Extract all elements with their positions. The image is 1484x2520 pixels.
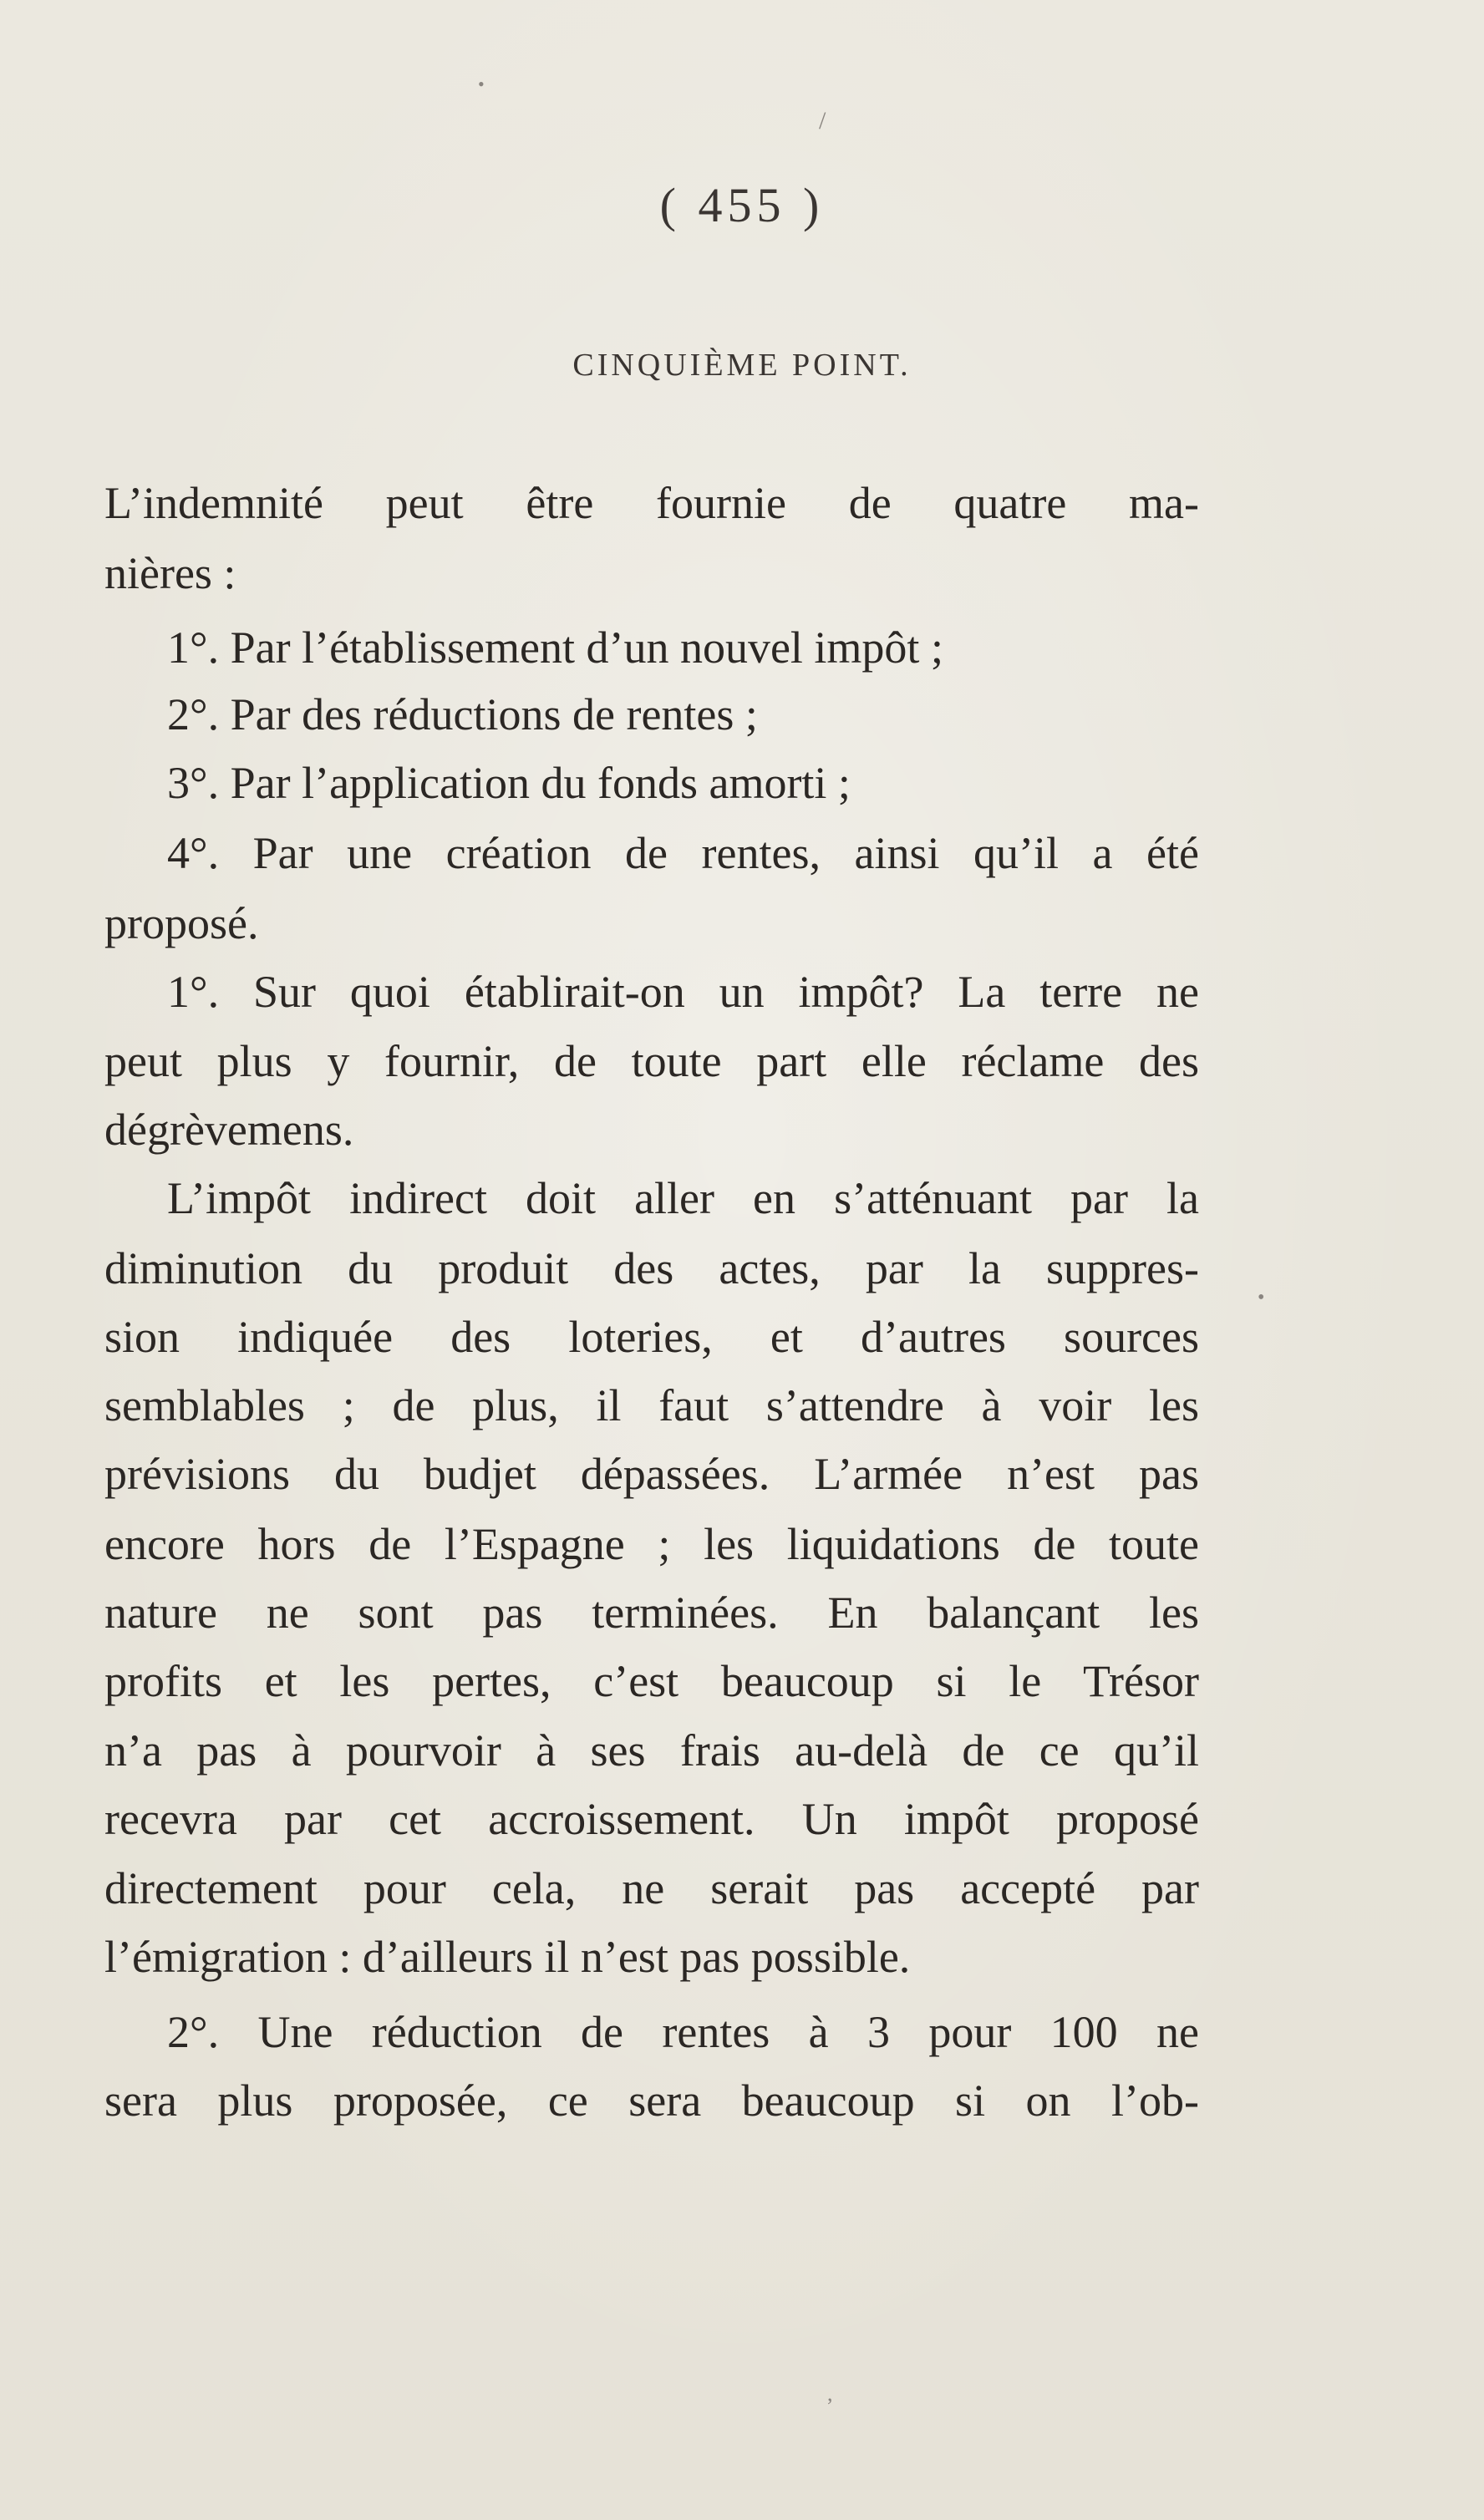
paper-speck: /	[819, 107, 826, 135]
paper-speck: •	[1258, 1287, 1265, 1308]
text-line: l’émigration : d’ailleurs il n’est pas possible.	[104, 1932, 911, 1982]
text-line: sera plus proposée, ce sera beaucoup si on l’ob-	[104, 2075, 1199, 2126]
text-line: semblables ; de plus, il faut s’attendre à voir les	[104, 1380, 1199, 1430]
text-line: n’a pas à pourvoir à ses frais au-delà de ce qu’il	[104, 1725, 1199, 1776]
text-line: peut plus y fournir, de toute part elle réclame des	[104, 1036, 1199, 1086]
text-line: prévisions du budjet dépassées. L’armée n’est pas	[104, 1449, 1199, 1499]
page-number: ( 455 )	[659, 178, 825, 232]
text-line: dégrèvemens.	[104, 1105, 354, 1155]
text-line: L’impôt indirect doit aller en s’atténuant par la	[167, 1173, 1199, 1223]
text-line: recevra par cet accroissement. Un impôt proposé	[104, 1794, 1199, 1844]
text-line: proposé.	[104, 898, 259, 948]
list-item: 1°. Par l’établissement d’un nouvel impôt ;	[167, 622, 943, 673]
list-item: 4°. Par une création de rentes, ainsi qu’il a été	[167, 828, 1199, 878]
text-line: directement pour cela, ne serait pas accepté par	[104, 1863, 1199, 1913]
text-line: 1°. Sur quoi établirait-on un impôt? La terre ne	[167, 967, 1199, 1017]
list-item: 3°. Par l’application du fonds amorti ;	[167, 758, 851, 808]
list-item: 2°. Par des réductions de rentes ;	[167, 689, 758, 739]
text-line: 2°. Une réduction de rentes à 3 pour 100 ne	[167, 2007, 1199, 2057]
section-title: CINQUIÈME POINT.	[572, 348, 912, 383]
paper-speck: ,	[827, 2381, 833, 2406]
text-line: encore hors de l’Espagne ; les liquidations de toute	[104, 1519, 1199, 1569]
text-line: sion indiquée des loteries, et d’autres sources	[104, 1312, 1199, 1362]
text-line: profits et les pertes, c’est beaucoup si le Trésor	[104, 1656, 1199, 1706]
text-line: diminution du produit des actes, par la suppres-	[104, 1243, 1199, 1293]
text-line: L’indemnité peut être fournie de quatre ma-	[104, 478, 1199, 528]
text-line: nières :	[104, 548, 236, 598]
text-line: nature ne sont pas terminées. En balançant les	[104, 1588, 1199, 1638]
paper-speck: •	[478, 74, 485, 94]
